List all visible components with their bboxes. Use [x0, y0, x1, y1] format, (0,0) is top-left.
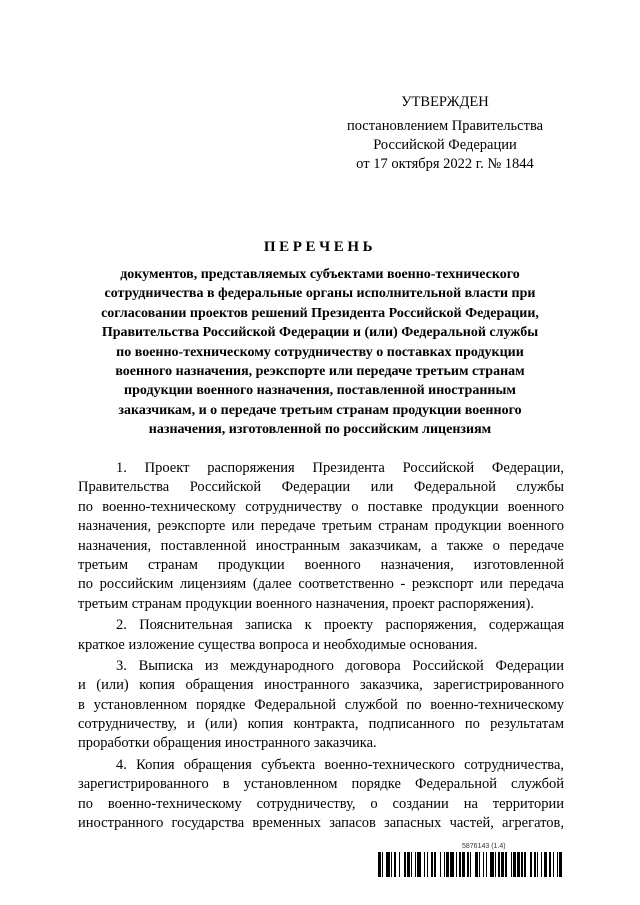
approval-line: постановлением Правительства [346, 118, 544, 134]
paragraph-line: по военно-техническому сотрудничеству, о создании на территории [78, 795, 564, 812]
subtitle-line: назначения, изготовленной по российским лицензиям [148, 422, 492, 438]
paragraph-line: краткое изложение существа вопроса и необходимые основания. [78, 636, 478, 653]
barcode-image [378, 852, 564, 877]
paragraph-line: 1. Проект распоряжения Президента Российской Федерации, [116, 460, 564, 476]
paragraph-line: по военно-техническому сотрудничеству о поставке продукции военного [78, 498, 564, 515]
paragraph-line: третьим странам продукции военного назначения, изготовленной [78, 556, 564, 573]
barcode-bar [562, 852, 563, 877]
subtitle-line: военного назначения, реэкспорте или передаче третьим странам [115, 364, 525, 380]
paragraph-line: 2. Пояснительная записка к проекту распоряжения, содержащая [116, 617, 564, 634]
subtitle-line: сотрудничества в федеральные органы исполнительной власти при [104, 286, 536, 302]
paragraph-line: сотрудничеству, и (или) копия контракта, подписанного по результатам [78, 716, 564, 733]
subtitle-line: Правительства Российской Федерации и (или) Федеральной службы [101, 325, 539, 341]
paragraph-line: в установленном порядке Федеральной службой по военно-техническому [78, 696, 564, 713]
subtitle-line: согласовании проектов решений Президента Российской Федерации, [101, 305, 539, 321]
approval-heading: УТВЕРЖДЕН [401, 94, 489, 110]
document-title: ПЕРЕЧЕНЬ [263, 239, 377, 255]
paragraph-line: иностранного государства временных запасов запасных частей, агрегатов, [78, 815, 564, 832]
approval-line: Российской Федерации [373, 137, 517, 153]
subtitle-line: документов, представляемых субъектами военно-технического [120, 267, 520, 282]
paragraph-2 [78, 616, 564, 655]
paragraph-line: 4. Копия обращения субъекта военно-технического сотрудничества, [116, 756, 564, 773]
paragraph-1 [78, 459, 564, 614]
subtitle-line: заказчикам, и о передаче третьим странам продукции военного [118, 402, 522, 418]
approval-line: от 17 октября 2022 г. № 1844 [356, 156, 534, 172]
paragraph-4 [78, 756, 564, 834]
paragraph-line: по российским лицензиям (далее соответственно - реэкспорт или передача [78, 576, 564, 593]
paragraph-line: назначения, реэкспорте или передаче третьим странам продукции военного [78, 518, 564, 535]
paragraph-3 [78, 657, 564, 754]
subtitle-line: продукции военного назначения, поставленной иностранным [124, 383, 516, 399]
paragraph-line: Правительства Российской Федерации или Федеральной службы [78, 479, 564, 496]
paragraph-line: проработки обращения иностранного заказчика. [78, 735, 377, 752]
approval-stamp [330, 93, 560, 174]
document-body [78, 459, 564, 835]
paragraph-line: зарегистрированного в установленном порядке Федеральной службой [78, 776, 564, 793]
paragraph-line: и (или) копия обращения иностранного заказчика, зарегистрированного [78, 677, 564, 694]
paragraph-line: назначения, поставленной иностранным заказчикам, а также о передаче [78, 537, 564, 554]
paragraph-line: 3. Выписка из международного договора Российской Федерации [116, 657, 564, 674]
document-subtitle [82, 265, 558, 440]
barcode-label: 5876143 (1.4) [462, 843, 506, 850]
subtitle-line: по военно-техническому сотрудничеству о поставках продукции [116, 344, 524, 360]
paragraph-line: третьим странам продукции военного назначения, проект распоряжения). [78, 595, 534, 612]
